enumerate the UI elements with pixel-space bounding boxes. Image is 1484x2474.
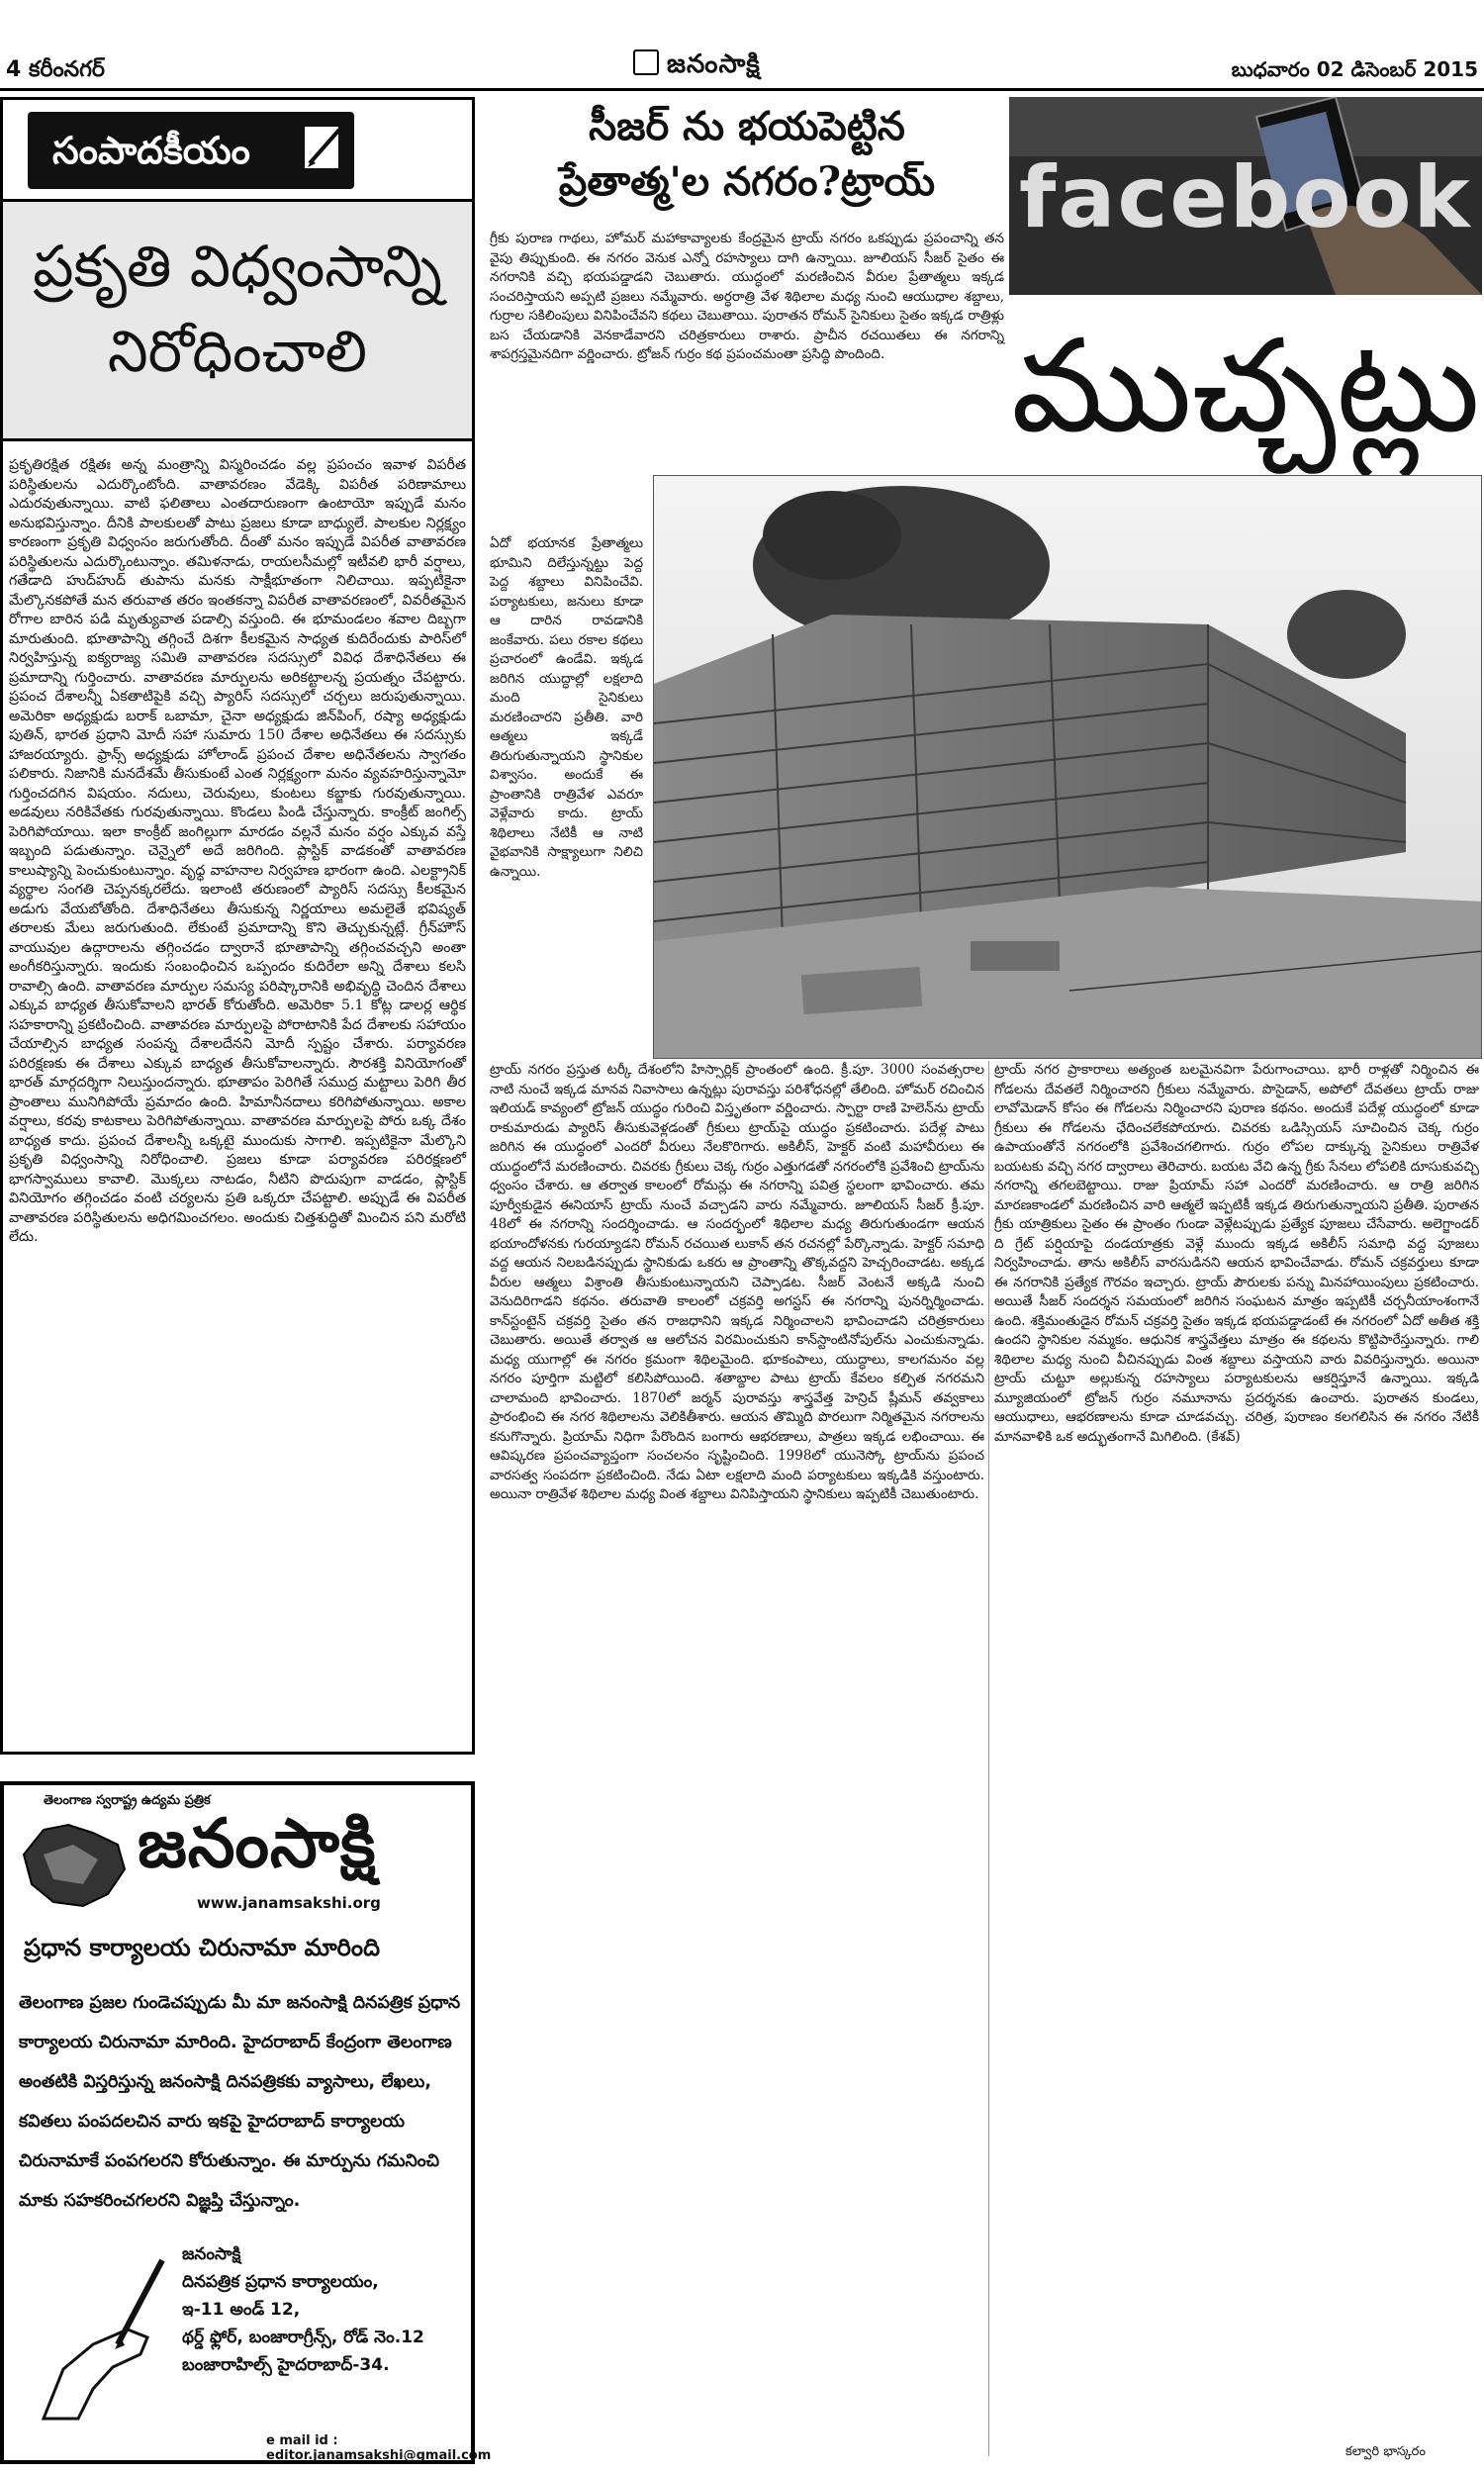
ad-website[interactable]: www.janamsakshi.org bbox=[197, 1894, 381, 1912]
editorial-headline-line1: ప్రకృతి విధ్వంసాన్ని bbox=[33, 233, 442, 300]
ad-org-name: జనంసాక్షి bbox=[182, 2244, 241, 2264]
ad-org-line3: ఇ-11 అండ్‌ 12, bbox=[182, 2300, 301, 2320]
feature-column-2: ట్రాయ్‌ నగర ప్రాకారాలు అత్యంత బలమైనవిగా పేరుగాంచాయి. భారీ రాళ్లతో నిర్మించిన ఈ గోడలను దేవతలే నిర్మించారని గ్రీకులు నమ్మేవారు. పొసైడాన్‌, అపోలో దేవతలు ట్రాయ్‌ రాజు లావోమెడాన్‌ కోసం ఈ గోడలను నిర్మించారని పురాణ కథనం. అందుకే పదేళ్ల యుద్ధంలో కూడా గ్రీకులు ఈ గోడలను ఛేదించలేకపోయారు. చివరకు ఒడిస్సియస్‌ సూచించిన చెక్క గుర్రం ఉపాయంతోనే నగరంలోకి ప్రవేశించగలిగారు. గుర్రం లోపల దాక్కున్న సైనికులు రాత్రివేళ బయటకు వచ్చి నగర ద్వారాలు తెరిచారు. బయట వేచి ఉన్న గ్రీకు సేనలు లోపలికి దూసుకువచ్చి నగరాన్ని తగలబెట్టాయి. రాజు ప్రియామ్‌ సహా ఎందరో మరణించారు. ఆ రాత్రి జరిగిన మారణకాండలో మరణించిన వారి ఆత్మలే ఇప్పటికీ ఇక్కడ తిరుగుతున్నాయని ప్రతీతి. పురాతన గ్రీకు యాత్రికులు సైతం ఈ ప్రాంతం గుండా వెళ్లేటప్పుడు ప్రత్యేక పూజలు చేసేవారు. అలెగ్జాండర్‌ ది గ్రేట్‌ పర్షియాపై దండయాత్రకు వెళ్లే ముందు ఇక్కడ అకిలీస్‌ సమాధి వద్ద పూజలు నిర్వహించాడు. తాను అకిలీస్‌ వారసుడినని ఆయన భావించేవాడు. రోమన్‌ చక్రవర్తులు కూడా ఈ నగరానికి ప్రత్యేక గౌరవం ఇచ్చారు. ట్రాయ్‌ పౌరులకు పన్ను మినహాయింపులు ప్రకటించారు. అయితే సీజర్‌ సందర్శన సమయంలో జరిగిన సంఘటన మాత్రం ఇప్పటికీ చర్చనీయాంశంగానే ఉంది. శక్తిమంతుడైన రోమన్‌ చక్రవర్తి సైతం ఇక్కడ భయపడ్డాడంటే ఈ నగరంలో ఏదో అతీత శక్తి ఉందని స్థానికుల నమ్మకం. ఆధునిక శాస్త్రవేత్తలు మాత్రం ఈ కథలను కొట్టిపారేస్తున్నారు. గాలి శిథిలాల మధ్య నుంచి వీచినప్పుడు వింత శబ్దాలు వస్తాయని వారు వివరిస్తున్నారు. అయినా ట్రాయ్‌ చుట్టూ అల్లుకున్న రహస్యాలు పర్యాటకులను ఆకర్షిస్తూనే ఉన్నాయి. ఇక్కడి మ్యూజియంలో ట్రోజన్‌ గుర్రం నమూనాను ప్రదర్శనకు ఉంచారు. పురాతన కుండలు, ఆయుధాలు, ఆభరణాలను కూడా చూడవచ్చు. చరిత్ర, పురాణం కలగలిసిన ఈ నగరం నేటికీ మానవాళికి ఒక అద్భుతంగానే మిగిలింది. (కేశవ్‌) bbox=[994, 1062, 1479, 1445]
feature-column-1: ట్రాయ్‌ నగరం ప్రస్తుత టర్కీ దేశంలోని హిస్సార్లిక్‌ ప్రాంతంలో ఉంది. క్రీ.పూ. 3000 సంవత్సరాల నాటి నుంచే ఇక్కడ మానవ నివాసాలు ఉన్నట్లు పురావస్తు పరిశోధనల్లో తేలింది. హోమర్‌ రచించిన ఇలియడ్‌ కావ్యంలో ట్రోజన్‌ యుద్ధం గురించి విస్తృతంగా వర్ణించారు. స్పార్టా రాణి హెలెన్‌ను ట్రాయ్‌ రాకుమారుడు ప్యారిస్‌ తీసుకువెళ్లడంతో గ్రీకులు ట్రాయ్‌పై యుద్ధం ప్రకటించారు. పదేళ్ల పాటు జరిగిన ఈ యుద్ధంలో ఎందరో వీరులు నేలకొరిగారు. అకిలీస్‌, హెక్టర్‌ వంటి మహావీరులు ఈ యుద్ధంలోనే మరణించారు. చివరకు గ్రీకులు చెక్క గుర్రం ఎత్తుగడతో నగరంలోకి ప్రవేశించి ట్రాయ్‌ను ధ్వంసం చేశారు. ఆ తర్వాత కాలంలో రోమన్లు ఈ నగరాన్ని పవిత్ర స్థలంగా భావించారు. తమ పూర్వీకుడైన ఈనియాస్‌ ట్రాయ్‌ నుంచే వచ్చాడని వారు నమ్మేవారు. జూలియస్‌ సీజర్‌ క్రీ.పూ. 48లో ఈ నగరాన్ని సందర్శించాడు. ఆ సందర్భంలో శిథిలాల మధ్య తిరుగుతుండగా ఆయన భయాందోళనకు గురయ్యాడని రోమన్‌ రచయిత లుకాన్‌ తన రచనల్లో పేర్కొన్నాడు. హెక్టర్‌ సమాధి వద్ద ఆయన నిలబడినప్పుడు స్థానికుడు ఒకరు ఆ ప్రాంతాన్ని తొక్కవద్దని హెచ్చరించాడట. అక్కడ వీరుల ఆత్మలు విశ్రాంతి తీసుకుంటున్నాయని చెప్పాడట. సీజర్‌ వెంటనే అక్కడి నుంచి వెనుదిరిగాడని కథనం. తరువాతి కాలంలో చక్రవర్తి అగస్టస్‌ ఈ నగరాన్ని పునర్నిర్మించాడు. కాన్‌స్టంటైన్‌ చక్రవర్తి సైతం తన రాజధానిని ఇక్కడ నిర్మించాలని భావించాడని చరిత్రకారులు చెబుతారు. అయితే తర్వాత ఆ ఆలోచన విరమించుకుని కాన్‌స్టాంటినోపుల్‌ను ఎంచుకున్నాడు. మధ్య యుగాల్లో ఈ నగరం క్రమంగా శిథిలమైంది. భూకంపాలు, యుద్ధాలు, కాలగమనం వల్ల నగరం పూర్తిగా మట్టిలో కలిసిపోయింది. శతాబ్దాల పాటు ట్రాయ్‌ కేవలం కల్పిత నగరమని చాలామంది భావించారు. 1870లో జర్మన్‌ పురావస్తు శాస్త్రవేత్త హెన్రిచ్‌ ష్లీమన్‌ తవ్వకాలు ప్రారంభించి ఈ నగర శిథిలాలను వెలికితీశారు. ఆయన తొమ్మిది పొరలుగా నిర్మితమైన నగరాలను కనుగొన్నారు. ప్రియామ్‌ నిధిగా పేరొందిన బంగారు ఆభరణాలు, పాత్రలు ఇక్కడ లభించాయి. ఈ ఆవిష్కరణ ప్రపంచవ్యాప్తంగా సంచలనం సృష్టించింది. 1998లో యునెస్కో ట్రాయ్‌ను ప్రపంచ వారసత్వ సంపదగా ప్రకటించింది. నేడు ఏటా లక్షలాది మంది పర్యాటకులు ఇక్కడికి వస్తుంటారు. అయినా రాత్రివేళ శిథిలాల మధ్య వింత శబ్దాలు వినిపిస్తాయని స్థానికులు ఇప్పటికీ చెబుతుంటారు. bbox=[490, 1062, 984, 1502]
ad-org-line2: దినపత్రిక ప్రధాన కార్యాలయం, bbox=[182, 2272, 379, 2292]
pen-icon bbox=[300, 120, 347, 179]
troy-ruins-photo bbox=[653, 475, 1482, 1059]
ad-email[interactable]: e mail id : editor.janamsakshi@gmail.com bbox=[266, 2433, 492, 2463]
page-number: 4 కరీంనగర్ bbox=[6, 57, 105, 82]
facebook-image-text: facebook bbox=[1019, 148, 1472, 247]
telangana-map-icon bbox=[14, 1815, 133, 1914]
ruins-photo-art bbox=[654, 476, 1482, 1059]
ad-address-title: ప్రధాన కార్యాలయ చిరునామా మారింది bbox=[24, 1934, 381, 1961]
masthead-small bbox=[633, 49, 761, 85]
section-title-muchatlu: ముచ్చట్లు bbox=[1011, 311, 1480, 461]
ad-org-line4: థర్డ్‌ ఫ్లోర్‌, బంజారాగ్రీన్స్‌, రోడ్‌ నెం.12 bbox=[182, 2328, 424, 2347]
author-byline: కల్వారి భాస్కరం bbox=[1345, 2444, 1426, 2459]
writing-hand-icon bbox=[24, 2250, 172, 2428]
ad-org-address bbox=[182, 2240, 459, 2379]
feature-side-column: ఏదో భయానక ప్రేతాత్మలు భూమిని దిలేస్తున్నట్టు పెద్ద పెద్ద శబ్దాలు వినిపించేవి. పర్యాటకులు, జనులు కూడా ఆ దారిన రావడానికి జంకేవారు. పలు రకాల కథలు ప్రచారంలో ఉండేవి. ఇక్కడ జరిగిన యుద్ధాల్లో లక్షలాది మంది సైనికులు మరణించారని ప్రతీతి. వారి ఆత్మలు ఇక్కడే తిరుగుతున్నాయని స్థానికుల విశ్వాసం. అందుకే ఈ ప్రాంతానికి రాత్రివేళ ఎవరూ వెళ్లేవారు కాదు. ట్రాయ్‌ శిథిలాలు నేటికీ ఆ నాటి వైభవానికి సాక్ష్యాలుగా నిలిచి ఉన్నాయి. bbox=[490, 535, 643, 880]
ad-body: తెలంగాణ ప్రజల గుండెచప్పుడు మీ మా జనంసాక్షి దినపత్రిక ప్రధాన కార్యాలయ చిరునామా మారింది. హైదరాబాద్‌ కేంద్రంగా తెలంగాణ అంతటికి విస్తరిస్తున్న జనంసాక్షి దినపత్రికకు వ్యాసాలు, లేఖలు, కవితలు పంపదలచిన వారు ఇకపై హైదరాబాద్‌ కార్యాలయ చిరునామాకే పంపగలరని కోరుతున్నాం. ఈ మార్పును గమనించి మాకు సహకరించగలరని విజ్ఞప్తి చేస్తున్నాం. bbox=[19, 1993, 461, 2211]
masthead-text: జనంసాక్షి bbox=[667, 49, 761, 79]
ad-logo: జనంసాక్షి bbox=[138, 1805, 377, 1883]
feature-title-line2: ప్రేతాత్మ'ల నగరం?ట్రాయ్‌ bbox=[558, 158, 936, 205]
editorial-headline-line2: నిరోధించాలి bbox=[107, 318, 368, 385]
editorial-banner: సంపాదకీయం bbox=[28, 112, 354, 189]
feature-title bbox=[490, 99, 1004, 210]
feature-title-line1: సీజర్‌ ను భయపెట్టిన bbox=[589, 103, 905, 149]
ad-tagline: తెలంగాణ స్వరాష్ట్ర ఉద్యమ ప్రత్రిక bbox=[44, 1793, 211, 1808]
editorial-column bbox=[0, 97, 475, 1755]
editorial-body: ప్రకృతిరక్షిత రక్షితః అన్న మంత్రాన్ని విస్మరించడం వల్ల ప్రపంచం ఇవాళ విపరీత పరిస్థితులను ఎదుర్కొంటోంది. వాతావరణం వేడెక్కి విపరీత పరిణామాలు ఎదురవుతున్నాయి. వాటి ఫలితాలు ఎంతదారుణంగా ఉంటాయో ఇప్పుడే మనం అనుభవిస్తున్నాం. దీనికి పాలకులతో పాటు ప్రజలు కూడా బాధ్యులే. పాలకుల నిర్లక్ష్యం కారణంగా ప్రకృతి విధ్వంసం జరుగుతోంది. దీంతో మనం ఇప్పుడే విపరీత వాతావరణ పరిస్థితులను ఎదుర్కొంటున్నాం. తమిళనాడు, రాయలసీమల్లో ఇటీవలి భారీ వర్షాలు, గతేడాది హుద్‌హుద్‌ తుపాను మనకు సాక్షీభూతంగా నిలిచాయి. ఇప్పటికైనా మేల్కొనకపోతే మన తరువాత తరం ఇంతకన్నా విపరీత వాతావరణంలో, వివరీతమైన రోగాల బారిన పడి మృత్యువాత పడాల్సి వస్తుంది. ఈ భూమండలం శవాల దిబ్బగా మారుతుంది. భూతాపాన్ని తగ్గించే దిశగా కీలకమైన సాధ్యత కుదిరేందుకు పారిస్‌లో నిర్వహిస్తున్న ఐక్యరాజ్య సమితి వాతావరణ సదస్సులో వివిధ దేశాధినేతలు ఈ ప్రమాదాన్ని గుర్తించారు. వాతావరణ మార్పులను అరికట్టాలన్న ప్రయత్నం చేపట్టారు. ప్రపంచ దేశాలన్నీ ఏకతాటిపైకి వచ్చి ప్యారిస్‌ సదస్సులో చర్చలు జరుపుతున్నాయి. అమెరికా అధ్యక్షుడు బరాక్‌ ఒబామా, చైనా అధ్యక్షుడు జిన్‌పింగ్‌, రష్యా అధ్యక్షుడు పుతిన్‌, భారత ప్రధాని మోదీ సహా సుమారు 150 దేశాల అధినేతలు ఈ సదస్సుకు హాజరయ్యారు. ఫ్రాన్స్‌ అధ్యక్షుడు హోలాండ్‌ ప్రపంచ దేశాల అధినేతలను స్వాగతం పలికారు. నిజానికి మనదేశమే తీసుకుంటే ఎంత నిర్లక్ష్యంగా మనం వ్యవహరిస్తున్నామో గుర్తించదగిన విషయం. నదులు, చెరువులు, కుంటలు కబ్జాకు గురవుతున్నాయి. అడవులు నరికివేతకు గురవుతున్నాయి. కొండలు పిండి చేస్తున్నారు. కాంక్రీట్‌ జంగిల్స్‌ పెరిగిపోయాయి. ఇలా కాంక్రీట్‌ జంగిల్లుగా మారడం వల్లనే మనం వర్షం ఎక్కువ వస్తే ఇబ్బంది పడుతున్నాం. చెన్నైలో అదే జరిగింది. ప్లాస్టిక్‌ వాడకంతో వాతావరణ కాలుష్యాన్ని పెంచుకుంటున్నాం. వృధ్ధ వాహనాల నిర్వహణ భారంగా ఉంది. ఎలక్ట్రానిక్‌ వ్యర్థాల సంగతి చెప్పనక్కరలేదు. ఇలాంటి తరుణంలో ప్యారిస్‌ సదస్సు కీలకమైన అడుగు వేయబోతోంది. దేశాధినేతలు తీసుకున్న నిర్ణయాలు అమలైతే భవిష్యత్‌ తరాలకు మేలు జరుగుతుంది. లేకుంటే ప్రమాదాన్ని కొని తెచ్చుకున్నట్లే. గ్రీన్‌హౌస్‌ వాయువుల ఉద్గారాలను తగ్గించడం ద్వారానే భూతాపాన్ని తగ్గించవచ్చని అంతా అంగీకరిస్తున్నారు. ఇందుకు సంబంధించిన ఒప్పందం కుదిరేలా అన్ని దేశాలు కలసి రావాల్సి ఉంది. వాతావరణ మార్పుల సమస్య పరిష్కారానికి అభివృద్ధి చెందిన దేశాలు ఎక్కువ బాధ్యత తీసుకోవాలని భారత్‌ కోరుతోంది. అమెరికా 5.1 కోట్ల డాలర్ల ఆర్థిక సహకారాన్ని ప్రకటించింది. వాతావరణ మార్పులపై పోరాటానికి పేద దేశాలకు సహాయం చేయాల్సిన బాధ్యత సంపన్న దేశాలదేనని మోదీ స్పష్టం చేశారు. పర్యావరణ పరిరక్షణకు ఈ దేశాలు ఎక్కువ బాధ్యత తీసుకోవాలన్నారు. సౌరశక్తి వినియోగంతో భారత్‌ మార్గదర్శిగా నిలుస్తుందన్నారు. భూతాపం పెరిగితే సముద్ర మట్టాలు పెరిగి తీర ప్రాంతాలు మునిగిపోయే ప్రమాదం ఉంది. హిమానీనదాలు కరిగిపోతున్నాయి. అకాల వర్షాలు, కరవు కాటకాలు పెరిగిపోతున్నాయి. వాతావరణ మార్పులపై పోరు ఒక్క దేశం బాధ్యత కాదు. ప్రపంచ దేశాలన్నీ ఒక్కటై ముందుకు సాగాలి. ఇప్పటికైనా మేల్కొని ప్రకృతి విధ్వంసాన్ని నిరోధించాలి. ప్రజలు కూడా పర్యావరణ పరిరక్షణలో భాగస్వాములు కావాలి. మొక్కలు నాటడం, నీటిని పొదుపుగా వాడడం, ప్లాస్టిక్‌ వినియోగం తగ్గించడం వంటి చర్యలను ప్రతి ఒక్కరూ చేపట్టాలి. అప్పుడే ఈ విపరీత వాతావరణ పరిస్థితులను అధిగమించగలం. అందుకు చిత్తశుద్ధితో మించిన పని మరోటి లేదు. bbox=[9, 457, 466, 1245]
editorial-headline bbox=[3, 224, 472, 394]
column-divider bbox=[988, 1061, 989, 2456]
logo-mark-icon bbox=[633, 49, 659, 75]
feature-lead: గ్రీకు పురాణ గాథలు, హోమర్‌ మహాకావ్యాలకు కేంద్రమైన ట్రాయ్‌ నగరం ఒకప్పుడు ప్రపంచాన్ని తన వైపు తిప్పుకుంది. ఈ నగరం వెనుక ఎన్నో రహస్యాలు దాగి ఉన్నాయి. జూలియస్‌ సీజర్‌ సైతం ఈ నగరానికి వచ్చి భయపడ్డాడని చెబుతారు. యుద్ధంలో మరణించిన వీరుల ప్రేతాత్మలు ఇక్కడ సంచరిస్తాయని అప్పటి ప్రజలు నమ్మేవారు. అర్ధరాత్రి వేళ శిథిలాల మధ్య నుంచి ఆయుధాల శబ్దాలు, గుర్రాల సకిలింపులు వినిపించేవని కథలు చెబుతాయి. పురాతన రోమన్‌ సైనికులు సైతం ఇక్కడ రాత్రిళ్లు బస చేయడానికి వెనకాడేవారని చరిత్రకారులు రాశారు. ప్రాచీన రచయితలు ఈ నగరాన్ని శాపగ్రస్తమైనదిగా వర్ణించారు. ట్రోజన్‌ గుర్రం కథ ప్రపంచమంతా ప్రసిద్ధి పొందింది. bbox=[490, 231, 1004, 362]
ad-org-line5: బంజారాహిల్స్‌ హైదరాబాద్‌-34. bbox=[182, 2355, 390, 2375]
issue-date: బుధవారం 02 డిసెంబర్ 2015 bbox=[1231, 57, 1478, 81]
address-change-notice bbox=[0, 1781, 492, 2464]
